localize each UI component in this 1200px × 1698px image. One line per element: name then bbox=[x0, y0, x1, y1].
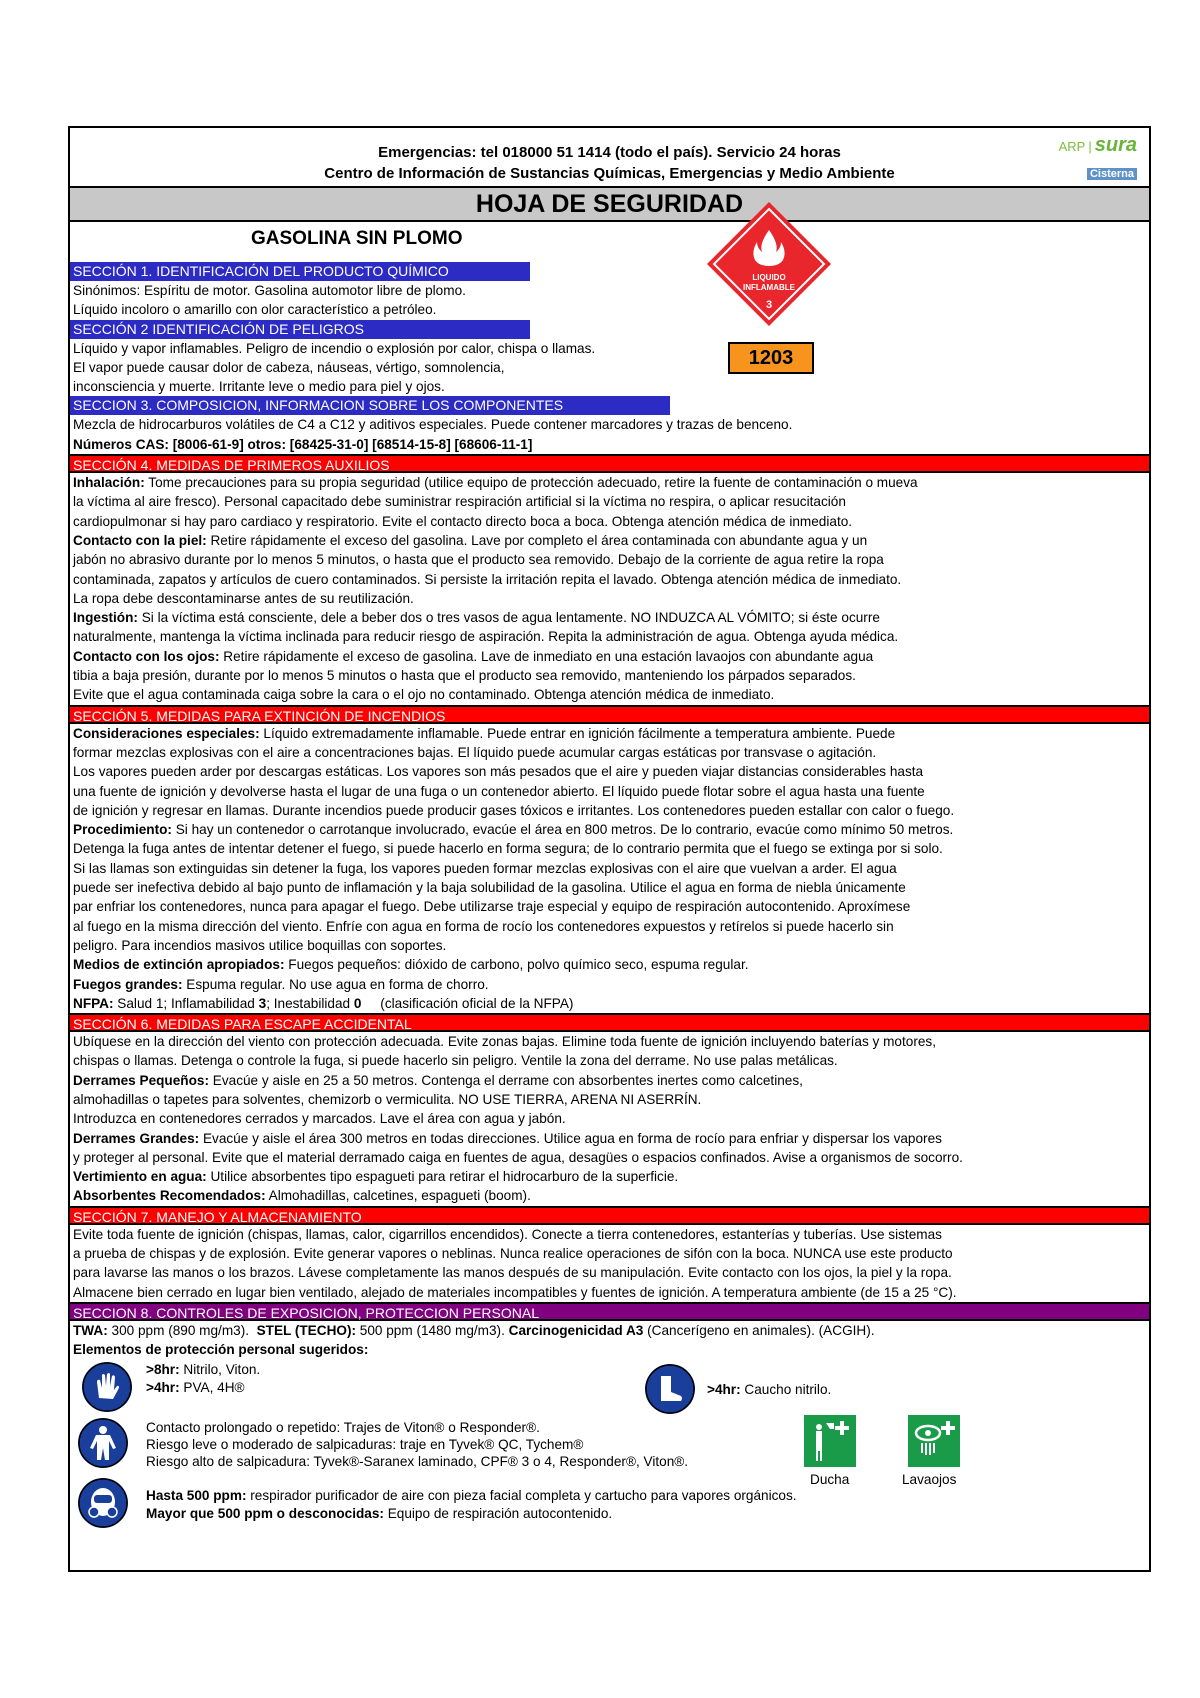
svg-text:LIQUIDO: LIQUIDO bbox=[752, 273, 786, 282]
s4-line: Contacto con la piel: Retire rápidamente el exceso del gasolina. Lave por completo el área contaminada con abundante agua y un bbox=[73, 532, 868, 548]
s4-line: Contacto con los ojos: Retire rápidamente el exceso de gasolina. Lave de inmediato en una estación lavaojos con abundante agua bbox=[73, 648, 874, 664]
s5-line: una fuente de ignición y devolverse hasta el lugar de una fuga o un contenedor abierto. El líquido puede flotar sobre el agua hasta una fuente bbox=[73, 783, 925, 799]
s1-line: Líquido incoloro o amarillo con olor característico a petróleo. bbox=[73, 302, 437, 318]
s5-line: Si las llamas son extinguidas sin detener la fuga, los vapores pueden formar mezclas explosivas con el aire que vuelvan a arder. El agua bbox=[73, 860, 897, 876]
s4-line: la víctima al aire fresco). Personal capacitado debe suministrar respiración artificial si la víctima no respira, o aplicar resucitación bbox=[73, 494, 846, 510]
flammable-liquid-diamond-icon bbox=[705, 200, 833, 328]
logo-sura: sura bbox=[1094, 134, 1137, 156]
s3-cas: Números CAS: [8006-61-9] otros: [68425-31-0] [68514-15-8] [68606-11-1] bbox=[73, 436, 533, 452]
s6-line: Derrames Pequeños: Evacúe y aisle en 25 a 50 metros. Contenga el derrame con absorbentes inertes como calcetines, bbox=[73, 1072, 803, 1088]
section-1-header: SECCIÓN 1. IDENTIFICACIÓN DEL PRODUCTO QUÍMICO bbox=[70, 262, 530, 281]
emergency-line: Emergencias: tel 018000 51 1414 (todo el país). Servicio 24 horas bbox=[378, 144, 841, 161]
center-line: Centro de Información de Sustancias Químicas, Emergencias y Medio Ambiente bbox=[324, 165, 895, 182]
content bbox=[70, 222, 1149, 1576]
gloves-icon bbox=[82, 1362, 132, 1412]
un-number-box: 1203 bbox=[728, 342, 814, 374]
section-6-header: SECCIÓN 6. MEDIDAS PARA ESCAPE ACCIDENTAL bbox=[70, 1013, 1149, 1032]
s6-line: Ubíquese en la dirección del viento con protección adecuada. Evite zonas bajas. Elimine toda fuente de ignición incluyendo baterías y motores, bbox=[73, 1034, 936, 1050]
eyewash-label: Lavaojos bbox=[902, 1471, 957, 1487]
suit-icon bbox=[78, 1418, 128, 1468]
s5-line: par enfriar los contenedores, nunca para apagar el fuego. Debe utilizarse traje especial y equipo de respiración autocontenido. Aproxímese bbox=[73, 899, 911, 915]
s6-line: Absorbentes Recomendados: Almohadillas, calcetines, espagueti (boom). bbox=[73, 1188, 531, 1204]
s5-line: Fuegos grandes: Espuma regular. No use agua en forma de chorro. bbox=[73, 976, 489, 992]
s6-line: y proteger al personal. Evite que el material derramado caiga en fuentes de agua, desagües o espacios confinados. Avise a organismos de socorro. bbox=[73, 1149, 963, 1165]
cisterna-logo: Cisterna bbox=[1087, 168, 1137, 180]
document-title: HOJA DE SEGURIDAD bbox=[70, 188, 1149, 222]
s4-line: Inhalación: Tome precauciones para su propia seguridad (utilice equipo de protección adecuado, retire la fuente de contaminación o mueva bbox=[73, 475, 918, 491]
suit-line: Riesgo leve o moderado de salpicaduras: traje en Tyvek® QC, Tychem® bbox=[146, 1436, 584, 1452]
s2-line: Líquido y vapor inflamables. Peligro de incendio o explosión por calor, chispa o llamas. bbox=[73, 340, 596, 356]
safety-sheet bbox=[68, 126, 1151, 1572]
s5-line: Medios de extinción apropiados: Fuegos pequeños: dióxido de carbono, polvo químico seco, espuma regular. bbox=[73, 957, 749, 973]
shower-icon bbox=[804, 1415, 856, 1467]
emergency-header bbox=[70, 128, 1149, 188]
s4-line: contaminada, zapatos y artículos de cuero contaminados. Si persiste la irritación repita el lavado. Obtenga atención médica de inmediato. bbox=[73, 571, 902, 587]
s5-line: al fuego en la misma dirección del viento. Enfríe con agua en forma de rocío los contenedores expuestos y retírelos si puede hacerlo sin bbox=[73, 918, 894, 934]
section-3-header: SECCION 3. COMPOSICION, INFORMACION SOBRE LOS COMPONENTES bbox=[70, 396, 670, 415]
suit-line: Contacto prolongado o repetido: Trajes de Viton® o Responder®. bbox=[146, 1419, 540, 1435]
s6-line: Vertimiento en agua: Utilice absorbentes tipo espagueti para retirar el hidrocarburo de la superficie. bbox=[73, 1169, 679, 1185]
boots-icon bbox=[645, 1364, 695, 1414]
s7-line: Almacene bien cerrado en lugar bien ventilado, alejado de materiales incompatibles y fuentes de ignición. A temperatura ambiente (de 15 a 25 °C). bbox=[73, 1284, 957, 1300]
s5-line: de ignición y regresar en llamas. Durante incendios puede producir gases tóxicos e irritantes. Los contenedores pueden estallar con calor o fuego. bbox=[73, 802, 955, 818]
section-7-header: SECCIÓN 7. MANEJO Y ALMACENAMIENTO bbox=[70, 1206, 1149, 1225]
logo-arp: ARP bbox=[1058, 139, 1086, 154]
s4-line: tibia a baja presión, durante por lo menos 5 minutos o hasta que el producto sea removido, manteniendo los párpados separados. bbox=[73, 668, 856, 684]
s7-line: a prueba de chispas y de explosión. Evite generar vapores o neblinas. Nunca realice operaciones de sifón con la boca. NUNCA use este producto bbox=[73, 1246, 953, 1262]
s5-line: puede ser inefectiva debido al bajo punto de inflamación y la baja solubilidad de la gasolina. Utilice el agua en forma de niebla únicamente bbox=[73, 880, 906, 896]
arp-sura-logo: ARP | sura bbox=[1058, 134, 1137, 156]
ppe-area bbox=[70, 1360, 1149, 1530]
eyewash-icon bbox=[908, 1415, 960, 1467]
suit-line: Riesgo alto de salpicadura: Tyvek®-Saranex laminado, CPF® 3 o 4, Responder®, Viton®. bbox=[146, 1453, 689, 1469]
section-2-header: SECCIÓN 2 IDENTIFICACIÓN DE PELIGROS bbox=[70, 320, 530, 339]
s5-nfpa: NFPA: Salud 1; Inflamabilidad 3; Inestabilidad 0 (clasificación oficial de la NFPA) bbox=[73, 995, 574, 1011]
boots-text: >4hr: Caucho nitrilo. bbox=[707, 1381, 832, 1397]
s6-line: chispas o llamas. Detenga o controle la fuga, si puede hacerlo sin peligro. Ventile la zona del derrame. No use palas metálicas. bbox=[73, 1053, 838, 1069]
s4-line: Ingestión: Si la víctima está consciente, dele a beber dos o tres vasos de agua lentamente. NO INDUZCA AL VÓMITO; si éste ocurre bbox=[73, 610, 880, 626]
s6-line: Derrames Grandes: Evacúe y aisle el área 300 metros en todas direcciones. Utilice agua en forma de rocío para enfriar y dispersar los vapores bbox=[73, 1130, 942, 1146]
svg-text:INFLAMABLE: INFLAMABLE bbox=[743, 283, 795, 292]
s5-line: Procedimiento: Si hay un contenedor o carrotanque involucrado, evacúe el área en 800 metros. De lo contrario, evacúe como mínimo 50 metros. bbox=[73, 822, 954, 838]
s6-line: Introduzca en contenedores cerrados y marcados. Lave el área con agua y jabón. bbox=[73, 1111, 566, 1127]
s3-line: Mezcla de hidrocarburos volátiles de C4 a C12 y aditivos especiales. Puede contener marcadores y trazas de benceno. bbox=[73, 417, 793, 433]
s7-line: para lavarse las manos o los brazos. Lávese completamente las manos después de su manipulación. Evite contacto con los ojos, la piel y la ropa. bbox=[73, 1265, 952, 1281]
respirator-line-2: Mayor que 500 ppm o desconocidas: Equipo de respiración autocontenido. bbox=[146, 1505, 613, 1521]
shower-label: Ducha bbox=[810, 1471, 850, 1487]
gloves-4h: >4hr: PVA, 4H® bbox=[146, 1379, 245, 1395]
s4-line: jabón no abrasivo durante por lo menos 5 minutos, o hasta que el producto sea removido. Debajo de la corriente de agua retire la ropa bbox=[73, 552, 884, 568]
s8-elements-label: Elementos de protección personal sugeridos: bbox=[73, 1342, 369, 1358]
s5-line: formar mezclas explosivas con el aire a concentraciones bajas. El líquido puede acumular cargas estáticas por transvase o agitación. bbox=[73, 744, 877, 760]
svg-text:3: 3 bbox=[765, 299, 773, 311]
section-4-header: SECCIÓN 4. MEDIDAS DE PRIMEROS AUXILIOS bbox=[70, 454, 1149, 473]
product-name: GASOLINA SIN PLOMO bbox=[251, 228, 463, 249]
section-5-header: SECCIÓN 5. MEDIDAS PARA EXTINCIÓN DE INCENDIOS bbox=[70, 705, 1149, 724]
section-8-header: SECCION 8. CONTROLES DE EXPOSICION, PROTECCION PERSONAL bbox=[70, 1302, 1149, 1321]
s4-line: Evite que el agua contaminada caiga sobre la cara o el ojo no contaminado. Obtenga atención médica de inmediato. bbox=[73, 687, 775, 703]
s4-line: La ropa debe descontaminarse antes de su reutilización. bbox=[73, 590, 414, 606]
respirator-icon bbox=[78, 1478, 128, 1528]
s6-line: almohadillas o tapetes para solventes, chemizorb o vermiculita. NO USE TIERRA, ARENA NI ASERRÍN. bbox=[73, 1091, 702, 1107]
s2-line: El vapor puede causar dolor de cabeza, náuseas, vértigo, somnolencia, bbox=[73, 359, 505, 375]
gloves-8h: >8hr: Nitrilo, Viton. bbox=[146, 1361, 261, 1377]
s2-line: inconsciencia y muerte. Irritante leve o medio para piel y ojos. bbox=[73, 379, 445, 395]
s5-line: Los vapores pueden arder por descargas estáticas. Los vapores son más pesados que el aire y pueden viajar distancias considerables hasta bbox=[73, 764, 924, 780]
s5-line: Consideraciones especiales: Líquido extremadamente inflamable. Puede entrar en ignición fácilmente a temperatura ambiente. Puede bbox=[73, 725, 896, 741]
respirator-line-1: Hasta 500 ppm: respirador purificador de aire con pieza facial completa y cartucho para vapores orgánicos. bbox=[146, 1487, 797, 1503]
s1-line: Sinónimos: Espíritu de motor. Gasolina automotor libre de plomo. bbox=[73, 283, 466, 298]
s7-line: Evite toda fuente de ignición (chispas, llamas, calor, cigarrillos encendidos). Conecte a tierra contenedores, estanterías y tuberías. Use sistemas bbox=[73, 1226, 942, 1242]
s8-twa: TWA: 300 ppm (890 mg/m3). STEL (TECHO): 500 ppm (1480 mg/m3). Carcinogenicidad A3 (Cancerígeno en animales). (ACGIH). bbox=[73, 1322, 875, 1338]
s5-line: peligro. Para incendios masivos utilice boquillas con soportes. bbox=[73, 937, 447, 953]
s5-line: Detenga la fuga antes de intentar detener el fuego, si puede hacerlo en forma segura; de lo contrario permita que el fuego se extinga por si solo. bbox=[73, 841, 943, 857]
s4-line: cardiopulmonar si hay paro cardiaco y respiratorio. Evite el contacto directo boca a boca. Obtenga atención médica de inmediato. bbox=[73, 513, 853, 529]
s4-line: naturalmente, mantenga la víctima inclinada para reducir riesgo de aspiración. Repita la administración de agua. Obtenga ayuda médica. bbox=[73, 629, 899, 645]
